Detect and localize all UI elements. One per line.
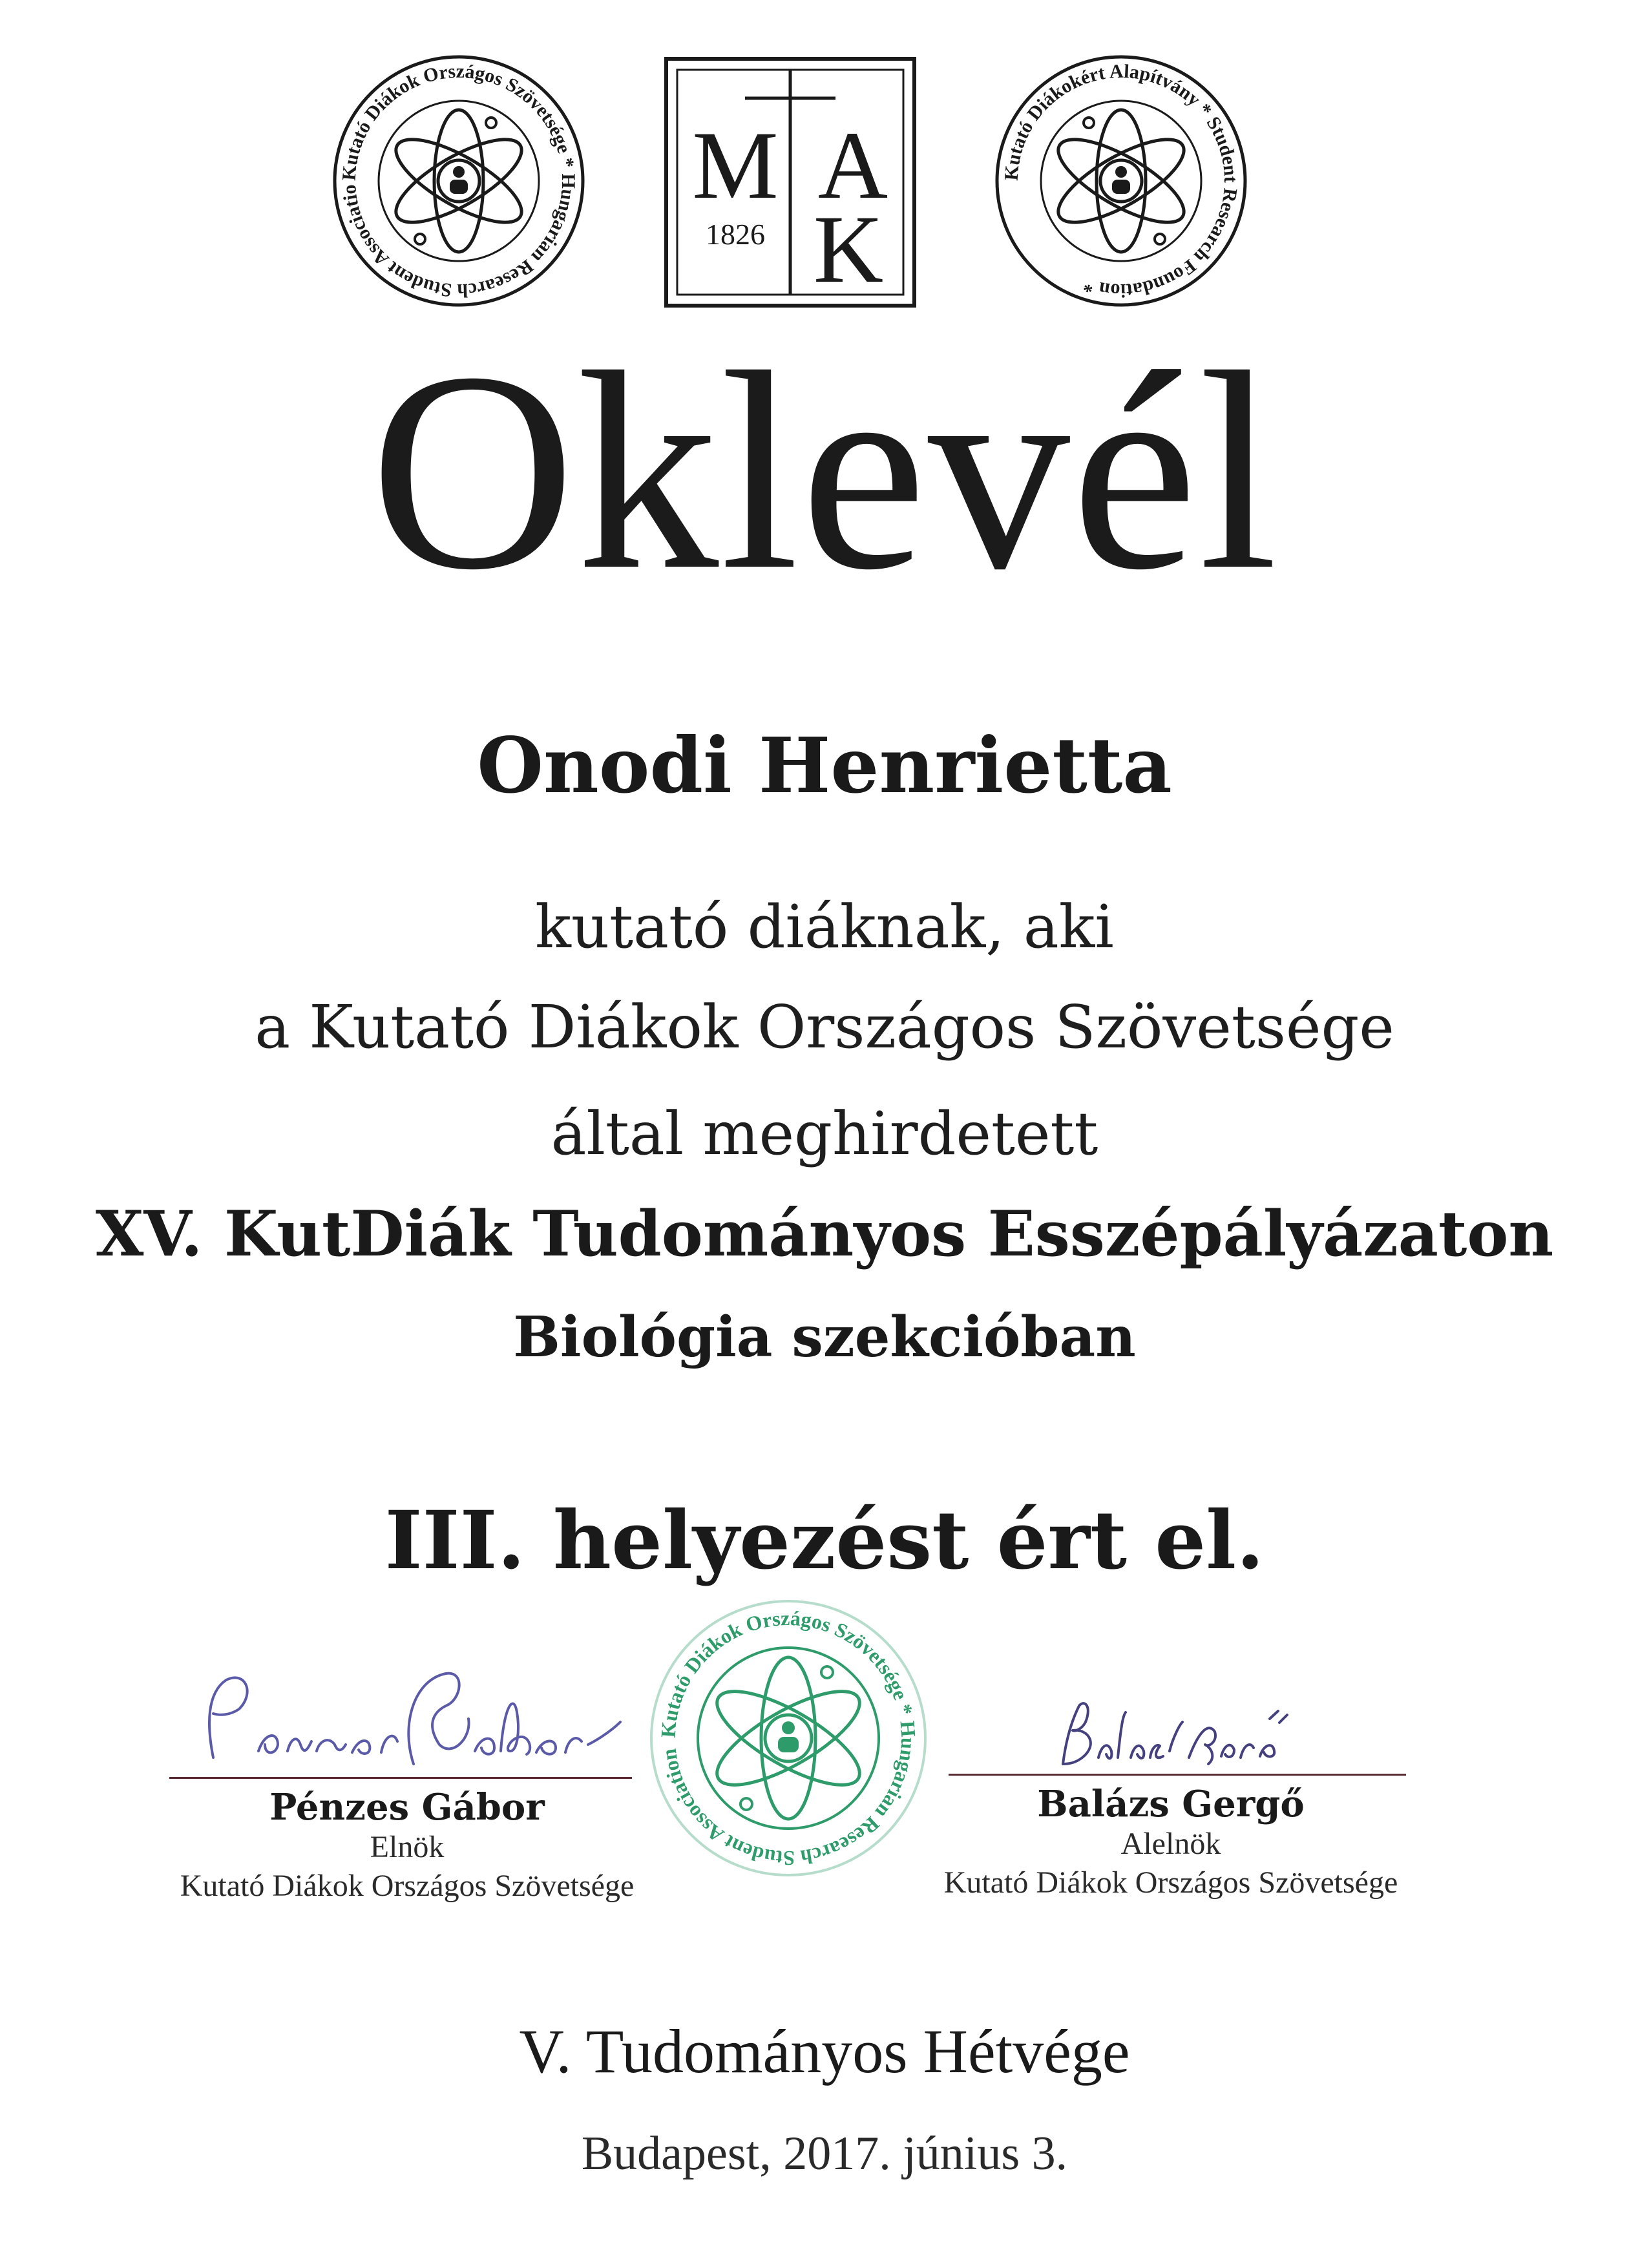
right-signatory	[880, 1783, 1462, 1902]
left-signature-line	[169, 1777, 632, 1779]
right-signatory-name: Balázs Gergő	[1037, 1783, 1305, 1825]
left-signatory	[116, 1787, 698, 1906]
mta-year: 1826	[706, 218, 765, 251]
stamp-ring-text: Kutató Diákok Országos Szövetsége * Hungarian Research Student Association	[656, 1606, 921, 1871]
left-signatory-name: Pénzes Gábor	[269, 1786, 545, 1829]
left-handwritten-signature	[168, 1654, 633, 1783]
placement-text: III. helyezést ért el.	[384, 1494, 1265, 1588]
body-line-1: kutató diáknak, aki	[535, 892, 1114, 961]
left-seal-ring-text: Kutató Diákok Országos Szövetsége * Hungarian Research Student Associatio	[338, 60, 580, 302]
mta-logo	[664, 57, 916, 308]
right-signature-line	[949, 1774, 1406, 1776]
right-signatory-org: Kutató Diákok Országos Szövetsége	[943, 1865, 1398, 1900]
right-handwritten-signature	[1047, 1661, 1305, 1783]
body-line-2: a Kutató Diákok Országos Szövetsége	[255, 992, 1394, 1062]
mta-letter-a: A	[817, 112, 888, 219]
right-seal-ring-text: Kutató Diákokért Alapítvány * Student Research Foundation *	[1000, 60, 1242, 302]
mta-letter-m: M	[692, 112, 779, 219]
right-seal	[992, 52, 1250, 310]
section-name: Biológia szekcióban	[513, 1305, 1136, 1370]
left-signatory-org: Kutató Diákok Országos Szövetsége	[180, 1869, 635, 1903]
competition-name: XV. KutDiák Tudományos Esszépályázaton	[95, 1197, 1554, 1270]
event-name: V. Tudományos Hétvége	[519, 2017, 1130, 2086]
left-signatory-role: Elnök	[370, 1830, 445, 1864]
body-line-3: által meghirdetett	[551, 1099, 1098, 1168]
right-signatory-role: Alelnök	[1120, 1827, 1221, 1861]
recipient-name: Onodi Henrietta	[477, 720, 1172, 810]
mta-letter-k: K	[813, 196, 884, 303]
place-and-date: Budapest, 2017. június 3.	[581, 2127, 1068, 2180]
left-seal	[330, 52, 588, 310]
diploma-title: Oklevél	[370, 314, 1279, 629]
